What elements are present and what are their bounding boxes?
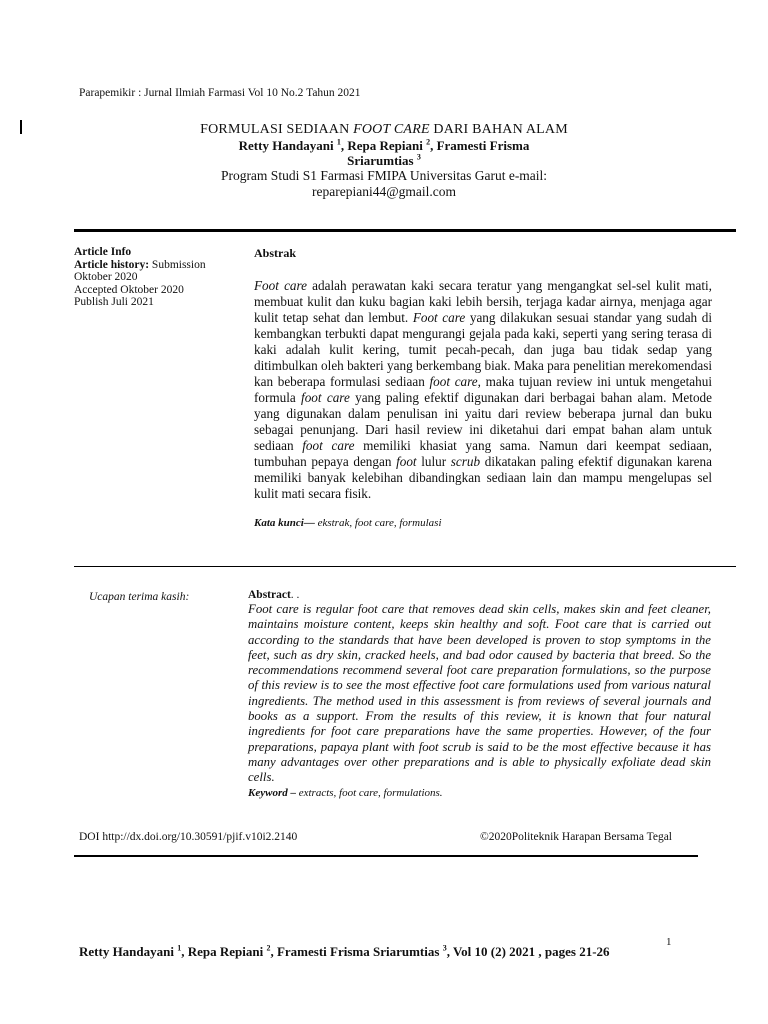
abstract-en-heading-suffix: . . — [290, 589, 300, 601]
submission-date: Submission Oktober 2020 — [74, 258, 206, 283]
term-italic: Foot care — [254, 278, 308, 293]
term-italic: foot care — [302, 438, 355, 453]
footer-affil-number: 3 — [442, 943, 447, 953]
abstrak-heading: Abstrak — [254, 246, 297, 260]
paper-header — [0, 122, 768, 200]
abstrak-section — [254, 246, 712, 529]
footer-author: Retty Handayani — [79, 944, 178, 959]
footer-volume-pages: , Vol 10 (2) 2021 , pages 21-26 — [446, 944, 610, 959]
abstrak-text: adalah perawatan kaki secara teratur yang mengangkat sel-sel kulit mati, membuat kulit dan kuku bagian kaki lebih bersih, terjaga kadar airnya, menjaga agar kulit tetap sehat dan lembut. — [254, 278, 712, 325]
doi-link[interactable]: DOI http://dx.doi.org/10.30591/pjif.v10i2.2140 — [79, 831, 298, 843]
title-part: FORMULASI SEDIAAN — [200, 122, 354, 137]
term-italic: scrub — [450, 454, 481, 469]
kata-kunci-text: ekstrak, foot care, formulasi — [314, 517, 442, 529]
page-number: 1 — [666, 936, 672, 948]
author-name: Sriarumtias — [347, 153, 417, 168]
abstract-en-heading: Abstract — [248, 589, 291, 601]
affiliation — [0, 168, 768, 200]
term-italic: foot care — [429, 374, 478, 389]
keyword-label: Keyword – — [248, 786, 296, 799]
title-italic: FOOT CARE — [353, 122, 430, 137]
abstract-en-body: Foot care is regular foot care that removes dead skin cells, makes skin and feet cleaner, maintains moisture content, keeps skin healthy and soft. Foot care that is carried out according to the standards that have been developed is proven to stop symptoms in the feet, such as dry skin, cracked heels, and bad odor caused by bacteria that breed. So the recommendations recommend several foot care preparation formulations, so the purpose of this review is to see the most effective foot care formulations used from various natural ingredients. The method used in this assessment is from reviews of several journals and books as a support. From the results of this review, it is known that four natural ingredients for foot care preparations have the same properties. However, of the four preparations, papaya plant with foot scrub is said to be the most effective because it has many advantages over other preparations and is able to physically exfoliate dead skin cells. — [248, 602, 711, 785]
section-divider — [74, 855, 698, 857]
article-history-label: Article history: — [74, 258, 150, 271]
kata-kunci-label: Kata kunci— — [254, 517, 315, 529]
section-divider — [74, 229, 736, 232]
author-list — [0, 138, 768, 168]
affiliation-line: Program Studi S1 Farmasi FMIPA Universitas Garut e-mail: — [220, 168, 548, 183]
abstrak-body — [254, 278, 712, 502]
footer-affil-number: 2 — [266, 943, 271, 953]
footer-author: , Framesti Frisma Sriarumtias — [270, 944, 443, 959]
accepted-date: Accepted Oktober 2020 — [74, 283, 184, 296]
journal-header: Parapemikir : Jurnal Ilmiah Farmasi Vol 10 No.2 Tahun 2021 — [79, 87, 361, 99]
abstrak-text: lulur — [416, 454, 451, 469]
term-italic: foot care — [301, 390, 350, 405]
kata-kunci — [254, 517, 712, 529]
abstrak-text: yang paling efektif digunakan dari berbagai bahan alam. Metode yang digunakan dalam penulisan ini yaitu dari review beberapa jurnal dan buku sebagai penunjang. Dari hasil review ini diketahui dari empat bahan alam untuk sediaan — [254, 390, 712, 453]
abstrak-text: , maka tujuan review ini untuk mengetahui formula — [254, 374, 712, 405]
author-affil-number: 2 — [426, 137, 431, 147]
abstrak-text: yang dilakukan sesuai standar yang sudah di kembangkan terbukti dapat mengurangi gejala pada kaki, seperti yang sering terasa di kaki adalah kulit kering, tumit pecah-pecah, dan juga bau tidak sedap yang ditimbulkan oleh bakteri yang berkembang biak. Maka para penelitian merekomendasi kan beberapa formulasi sediaan — [254, 310, 712, 389]
article-info — [74, 246, 226, 309]
copyright-notice: ©2020Politeknik Harapan Bersama Tegal — [480, 831, 672, 843]
footer-citation — [79, 944, 610, 960]
author-affil-number: 1 — [336, 137, 341, 147]
abstract-en-section — [248, 588, 711, 800]
keyword-line — [248, 786, 711, 800]
abstrak-text: memiliki khasiat yang sama. Namun dari keempat sediaan, tumbuhan pepaya dengan — [254, 438, 712, 469]
abstrak-text: dikatakan paling efektif digunakan karena memiliki banyak kelebihan dibandingkan sediaan lain dan mampu mengelupas sel kulit mati secara fisik. — [254, 454, 712, 501]
section-divider — [74, 566, 736, 567]
footer-author: , Repa Repiani — [181, 944, 267, 959]
footer-affil-number: 1 — [177, 943, 182, 953]
keyword-text: extracts, foot care, formulations. — [295, 786, 443, 799]
author-name: , Repa Repiani — [340, 138, 427, 153]
publish-date: Publish Juli 2021 — [74, 296, 154, 308]
title-part: DARI BAHAN ALAM — [429, 122, 568, 137]
author-affil-number: 3 — [416, 152, 421, 162]
author-name: , Framesti Frisma — [430, 138, 530, 153]
acknowledgement-label: Ucapan terima kasih: — [89, 591, 190, 603]
abstract-en-heading-line — [248, 588, 711, 602]
author-name: Retty Handayani — [238, 138, 337, 153]
term-italic: Foot care — [412, 310, 466, 325]
term-italic: foot — [396, 454, 417, 469]
contact-email: reparepiani44@gmail.com — [311, 184, 456, 199]
article-history — [74, 259, 226, 284]
paper-title — [0, 122, 768, 138]
article-info-heading: Article Info — [74, 246, 132, 258]
